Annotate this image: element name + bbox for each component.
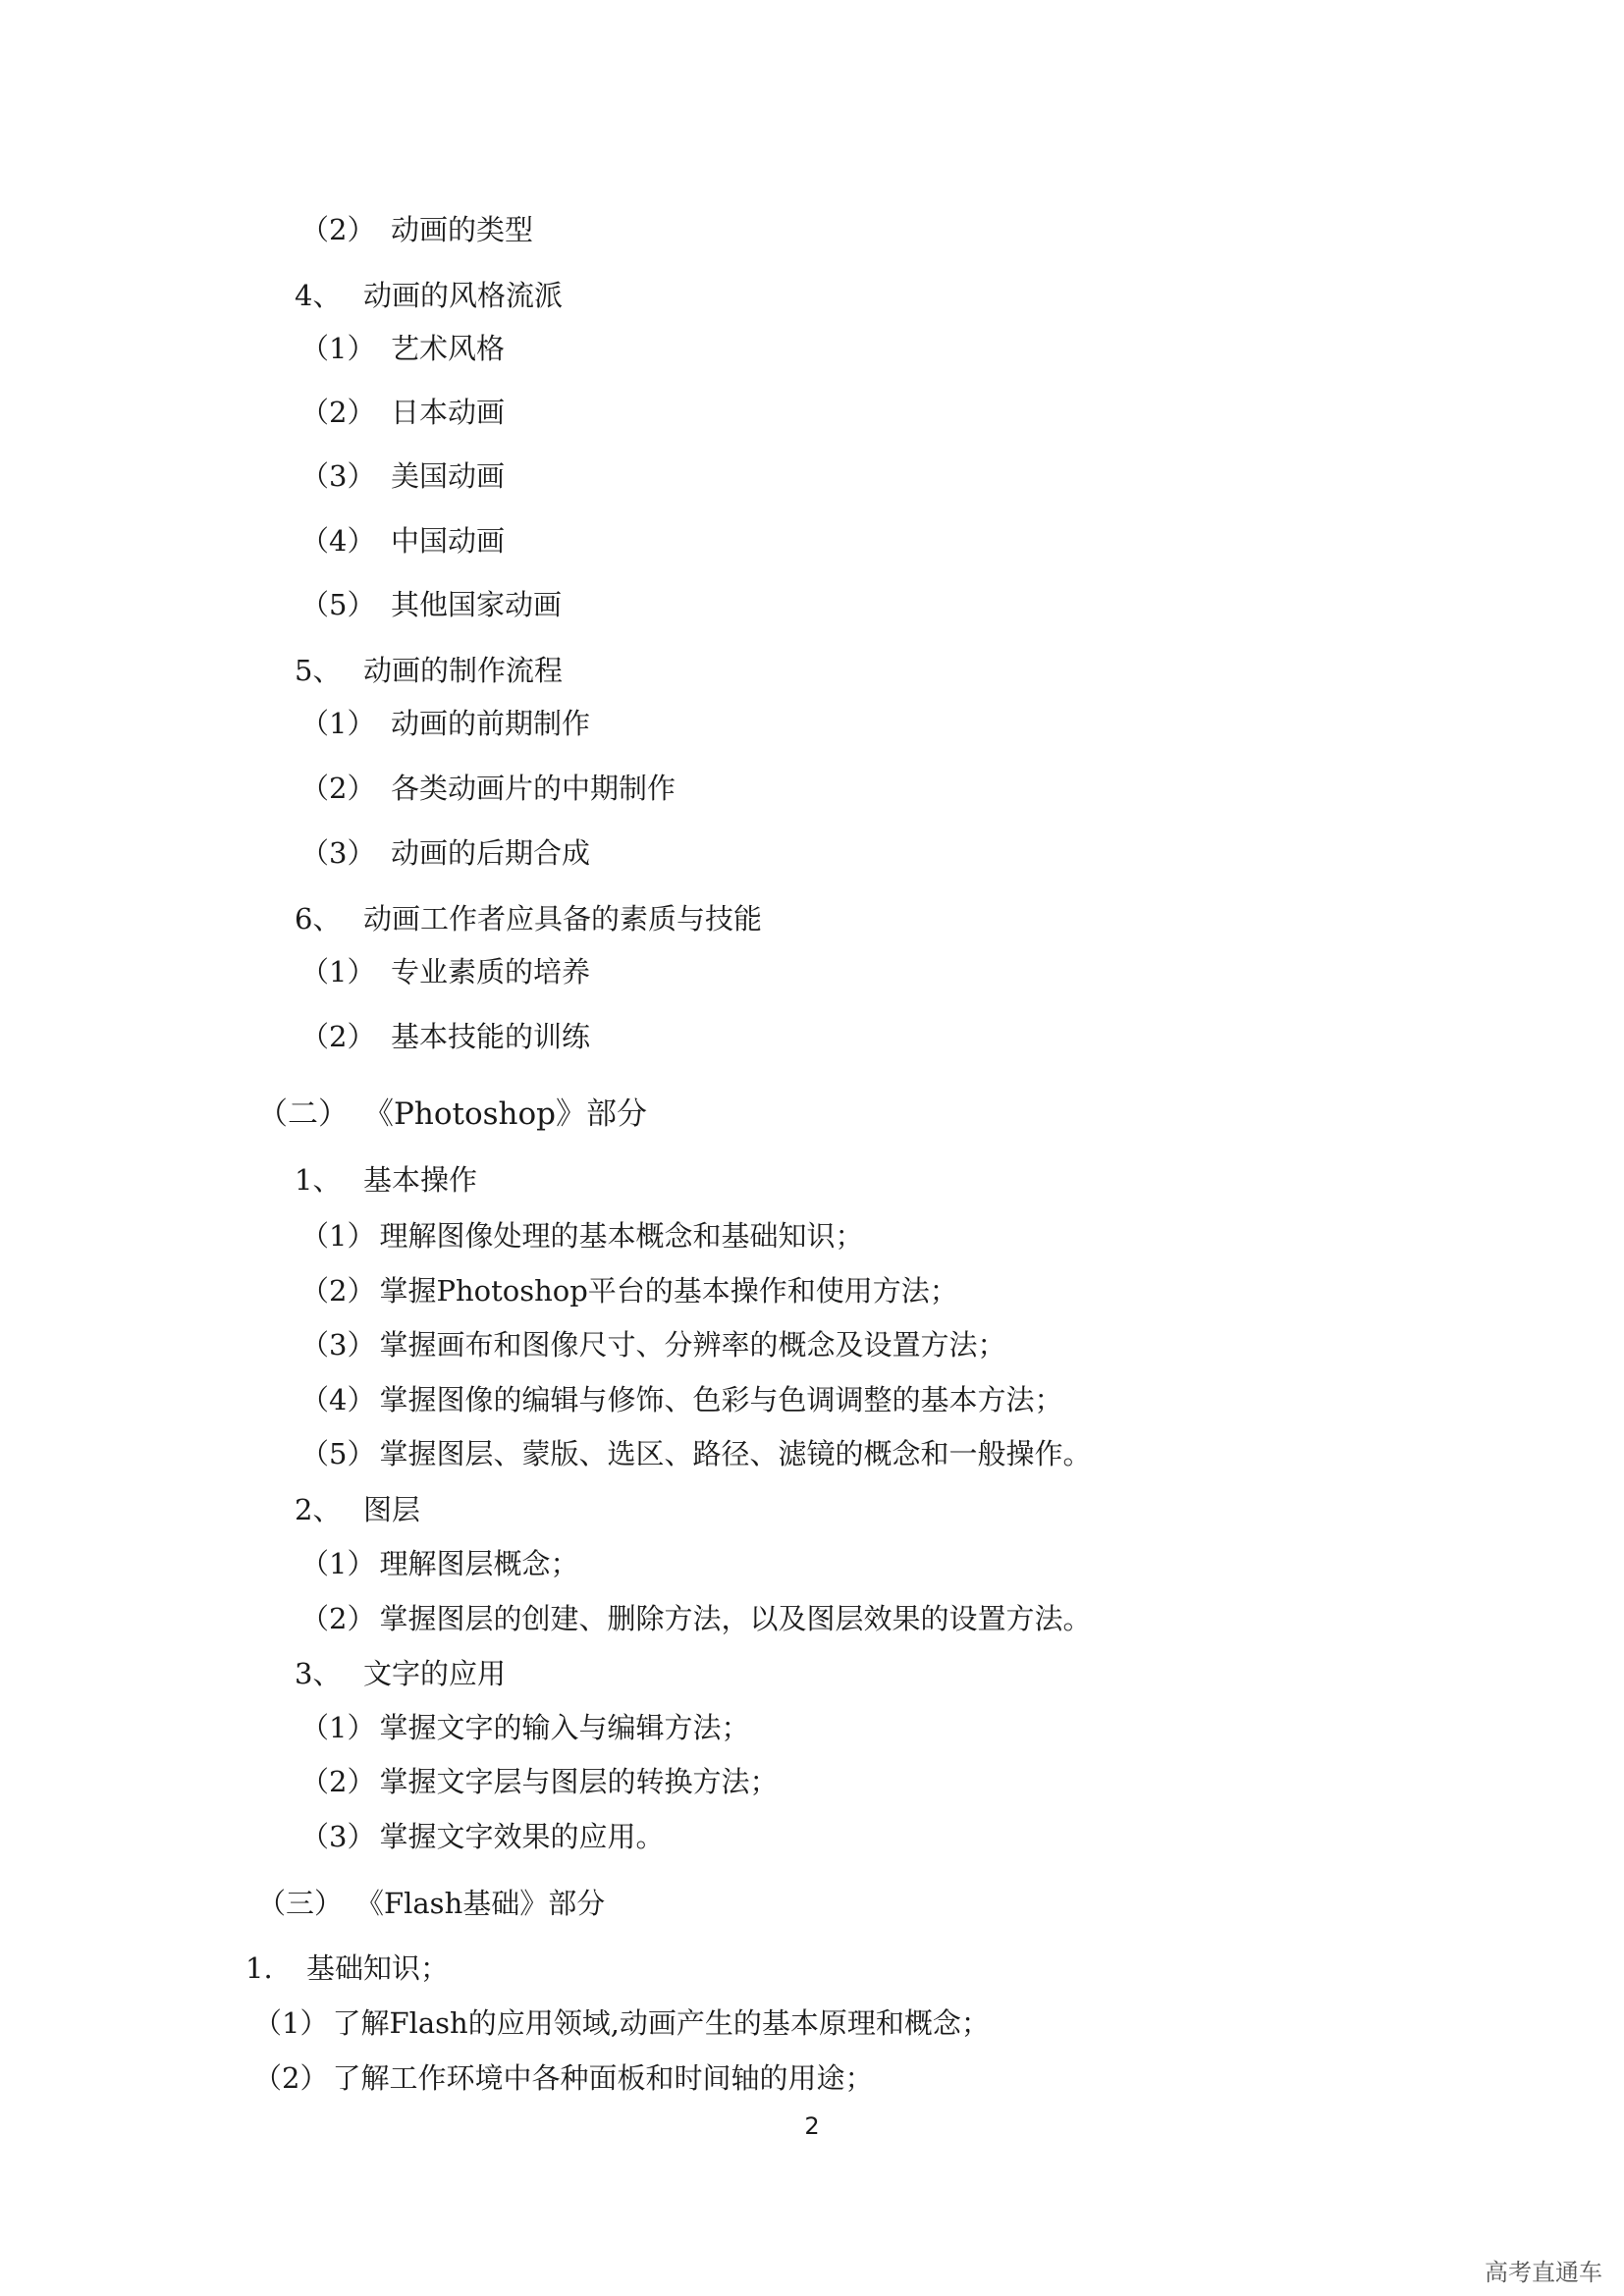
list-item: （1） 动画的前期制作: [300, 707, 591, 740]
list-item: （3） 掌握画布和图像尺寸、分辨率的概念及设置方法；: [300, 1328, 1006, 1362]
list-item: （4） 掌握图像的编辑与修饰、色彩与色调调整的基本方法；: [300, 1383, 1063, 1416]
list-item: （5） 其他国家动画: [300, 588, 563, 621]
list-item: （4） 中国动画: [300, 524, 506, 558]
list-heading: 6、 动画工作者应具备的素质与技能: [295, 902, 763, 935]
list-heading: 1、 基本操作: [295, 1163, 478, 1197]
list-heading: 2、 图层: [295, 1493, 421, 1526]
section-heading-photoshop: （二） 《Photoshop》部分: [257, 1096, 647, 1132]
list-item: （1） 艺术风格: [300, 332, 506, 365]
list-item: （2） 日本动画: [300, 396, 506, 429]
page-number: 2: [804, 2112, 820, 2140]
list-item: （1） 了解Flash的应用领域,动画产生的基本原理和概念；: [253, 2006, 990, 2040]
list-heading: 4、 动画的风格流派: [295, 279, 564, 312]
list-item: （2） 动画的类型: [300, 213, 534, 246]
list-item: （2） 基本技能的训练: [300, 1020, 591, 1053]
list-item: （1） 理解图像处理的基本概念和基础知识；: [300, 1219, 864, 1253]
list-item: （2） 掌握文字层与图层的转换方法；: [300, 1765, 779, 1798]
list-item: （1） 理解图层概念；: [300, 1547, 579, 1580]
list-item: （1） 掌握文字的输入与编辑方法；: [300, 1711, 750, 1744]
list-item: （2） 了解工作环境中各种面板和时间轴的用途；: [253, 2061, 874, 2095]
watermark-text: 高考直通车: [1485, 2259, 1602, 2286]
list-heading: 1. 基础知识；: [245, 1951, 450, 1985]
list-item: （2） 掌握图层的创建、删除方法，以及图层效果的设置方法。: [300, 1602, 1092, 1635]
section-heading-flash: （三） 《Flash基础》部分: [257, 1887, 606, 1920]
list-heading: 3、 文字的应用: [295, 1657, 507, 1690]
list-item: （2） 各类动画片的中期制作: [300, 772, 677, 805]
list-item: （1） 专业素质的培养: [300, 955, 591, 988]
list-heading: 5、 动画的制作流程: [295, 654, 564, 687]
list-item: （2） 掌握Photoshop平台的基本操作和使用方法；: [300, 1274, 958, 1308]
list-item: （5） 掌握图层、蒙版、选区、路径、滤镜的概念和一般操作。: [300, 1437, 1092, 1470]
list-item: （3） 掌握文字效果的应用。: [300, 1820, 665, 1853]
list-item: （3） 美国动画: [300, 459, 506, 493]
list-item: （3） 动画的后期合成: [300, 836, 591, 870]
